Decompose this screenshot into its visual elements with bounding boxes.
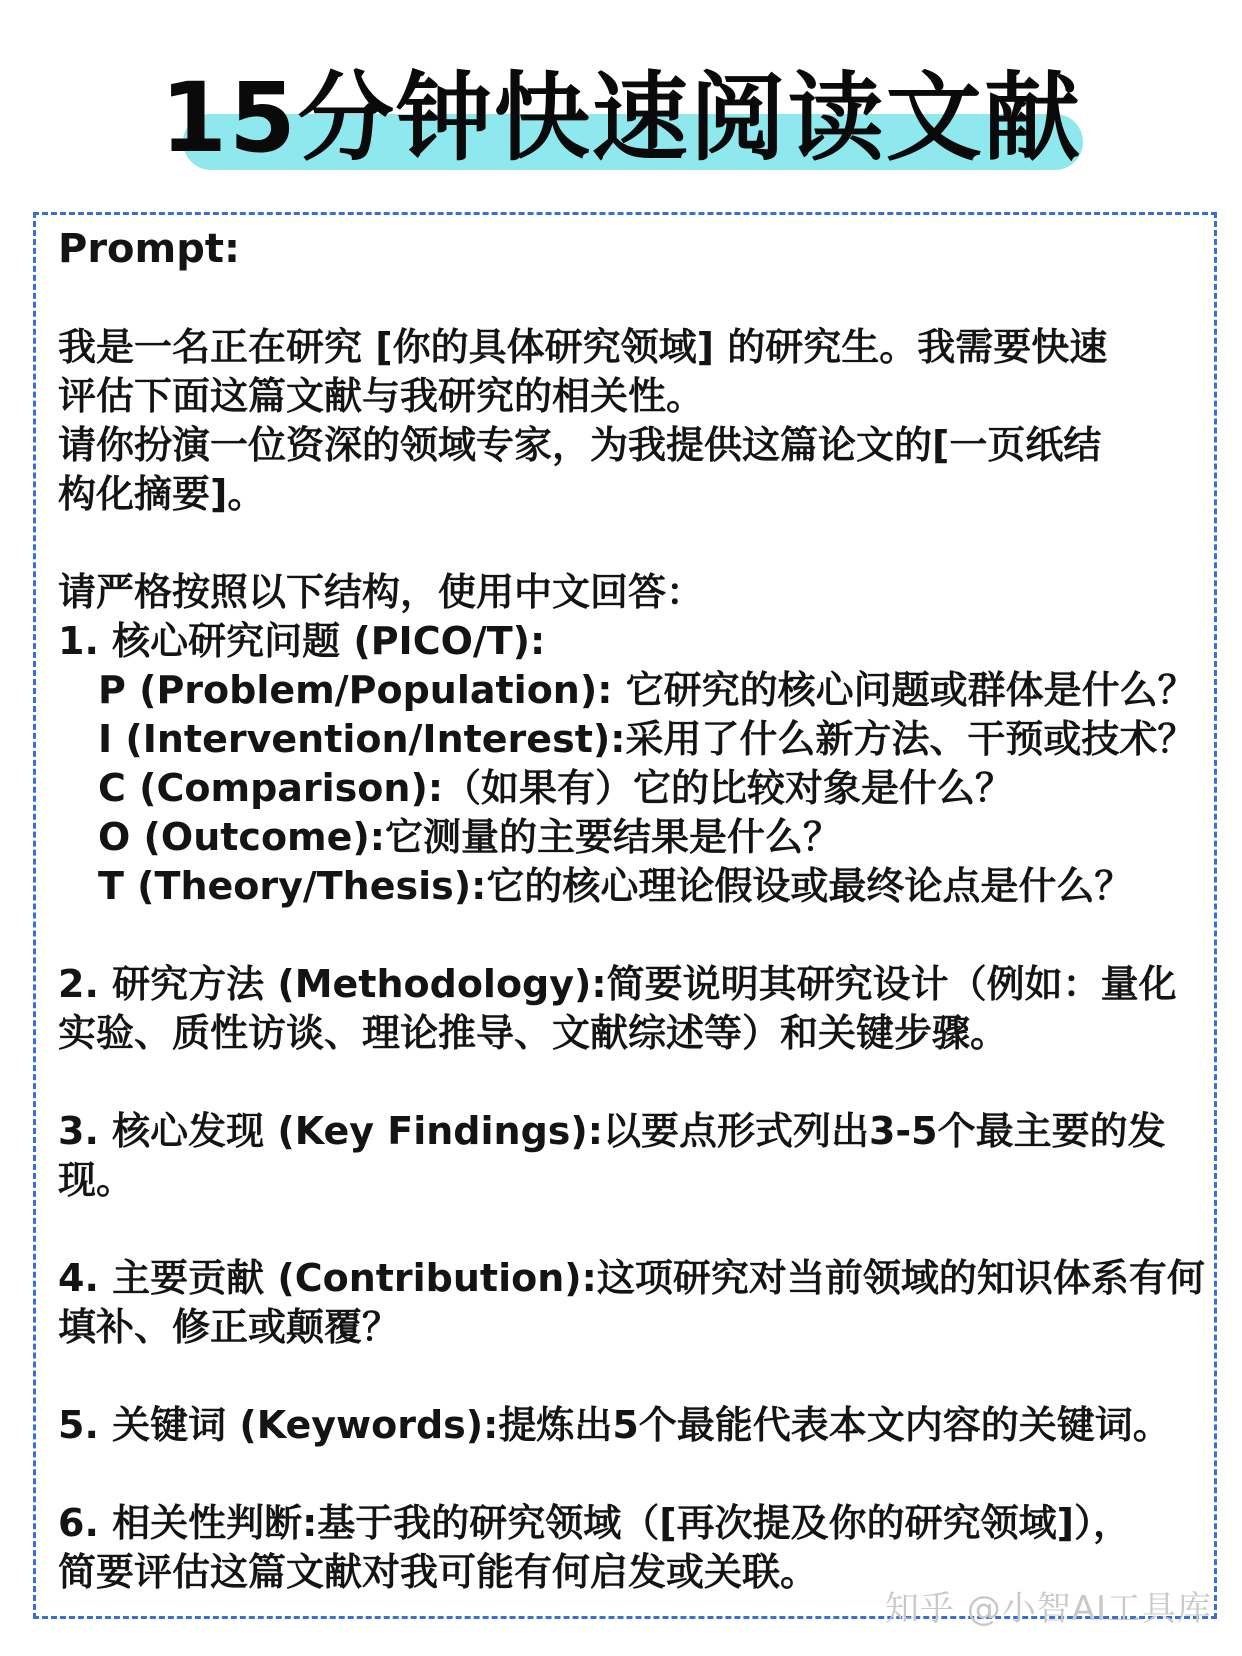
intro-line: 我是一名正在研究 [你的具体研究领域] 的研究生。我需要快速 [58, 325, 1108, 369]
section5-line: 5. 关键词 (Keywords):提炼出5个最能代表本文内容的关键词。 [58, 1403, 1171, 1447]
title-banner [0, 58, 1242, 178]
section6-line: 简要评估这篇文献对我可能有何启发或关联。 [58, 1550, 819, 1594]
watermark: 知乎 @小智AI工具库 [884, 1589, 1212, 1629]
pico-item-p: P (Problem/Population): 它研究的核心问题或群体是什么？ [98, 668, 1196, 712]
pico-item-c: C (Comparison):（如果有）它的比较对象是什么？ [98, 766, 1014, 810]
intro-line: 构化摘要]。 [58, 472, 266, 516]
instruction-line: 请严格按照以下结构，使用中文回答： [58, 570, 705, 614]
pico-item-t: T (Theory/Thesis):它的核心理论假设或最终论点是什么？ [98, 864, 1133, 908]
section6-line: 6. 相关性判断:基于我的研究领域（[再次提及你的研究领域]）， [58, 1501, 1132, 1545]
intro-line: 请你扮演一位资深的领域专家，为我提供这篇论文的[一页纸结 [58, 423, 1102, 467]
section2-line: 实验、质性访谈、理论推导、文献综述等）和关键步骤。 [58, 1011, 1009, 1055]
pico-item-i: I (Intervention/Interest):采用了什么新方法、干预或技术？ [98, 717, 1196, 761]
section3-line: 现。 [58, 1158, 135, 1202]
section4-line: 填补、修正或颠覆？ [58, 1305, 401, 1349]
prompt-label: Prompt: [58, 226, 240, 272]
section2-line: 2. 研究方法 (Methodology):简要说明其研究设计（例如：量化 [58, 962, 1177, 1006]
section1-heading: 1. 核心研究问题 (PICO/T): [58, 619, 546, 663]
page-title: 15分钟快速阅读文献 [160, 62, 1082, 174]
section3-line: 3. 核心发现 (Key Findings):以要点形式列出3-5个最主要的发 [58, 1109, 1166, 1153]
pico-item-o: O (Outcome):它测量的主要结果是什么？ [98, 815, 841, 859]
section4-line: 4. 主要贡献 (Contribution):这项研究对当前领域的知识体系有何 [58, 1256, 1205, 1300]
prompt-content [58, 225, 1208, 1597]
intro-line: 评估下面这篇文献与我研究的相关性。 [58, 374, 705, 418]
